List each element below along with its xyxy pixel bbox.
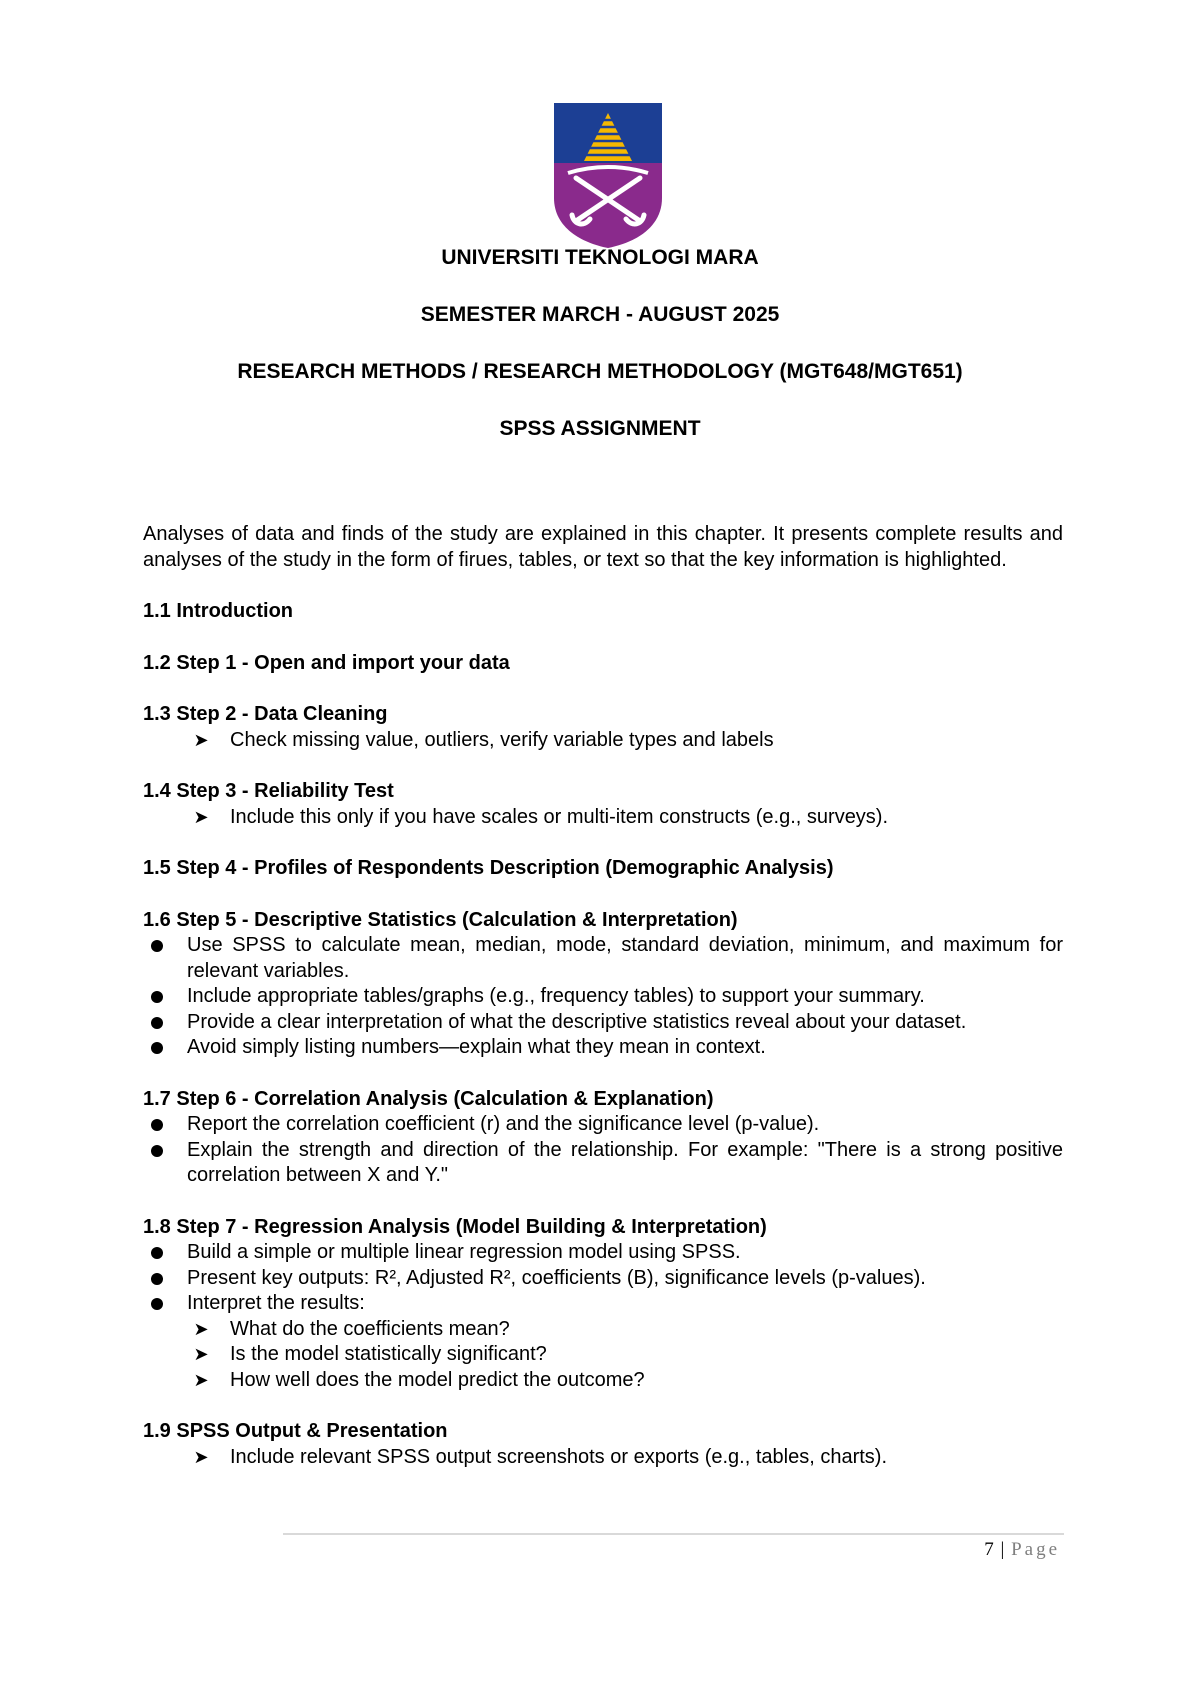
arrow-bullet-icon: ➤ (193, 1369, 209, 1390)
list-item: Report the correlation coefficient (r) and the significance level (p-value). (143, 1112, 1063, 1138)
arrow-bullet-icon: ➤ (193, 1344, 209, 1364)
section-heading: 1.5 Step 4 - Profiles of Respondents Description (Demographic Analysis) (143, 857, 834, 879)
footer-divider (283, 1533, 1064, 1535)
document-body (143, 522, 1063, 1496)
bullet-dot-icon (151, 1273, 163, 1285)
bullet-dot-icon (151, 991, 163, 1003)
semester-title: SEMESTER MARCH - AUGUST 2025 (420, 303, 780, 326)
page-footer (984, 1539, 1060, 1561)
section-heading: 1.7 Step 6 - Correlation Analysis (Calculation & Explanation) (143, 1087, 714, 1110)
section-introduction (143, 599, 1063, 625)
page-separator: | (1000, 1539, 1006, 1560)
section-heading: 1.6 Step 5 - Descriptive Statistics (Calculation & Interpretation) (143, 908, 738, 931)
list-item: Explain the strength and direction of the relationship. For example: "There is a strong positive correlation between X and Y." (143, 1138, 1063, 1189)
section-heading: 1.2 Step 1 - Open and import your data (143, 651, 510, 674)
list-item: Present key outputs: R², Adjusted R², coefficients (B), significance levels (p-values). (143, 1266, 1063, 1292)
list-item: ➤ Check missing value, outliers, verify variable types and labels (143, 728, 1063, 754)
list-item: ➤ Include this only if you have scales or multi-item constructs (e.g., surveys). (143, 805, 1063, 831)
section-heading: 1.4 Step 3 - Reliability Test (143, 780, 394, 802)
list-item: Build a simple or multiple linear regression model using SPSS. (143, 1240, 1063, 1266)
arrow-bullet-icon: ➤ (193, 1318, 209, 1339)
bullet-dot-icon (151, 1298, 163, 1310)
arrow-bullet-icon: ➤ (193, 1446, 209, 1467)
list-item: Use SPSS to calculate mean, median, mode, standard deviation, minimum, and maximum for relevant variables. (143, 933, 1063, 984)
intro-paragraph: Analyses of data and finds of the study are explained in this chapter. It presents complete results and analyses of the study in the form of firues, tables, or text so that the key information is highlighted. (143, 523, 1063, 571)
section-step7 (143, 1215, 1063, 1394)
section-output (143, 1419, 1063, 1470)
bullet-dot-icon (151, 1119, 163, 1131)
list-item: ➤ Include relevant SPSS output screenshots or exports (e.g., tables, charts). (143, 1445, 1063, 1471)
sub-list-item: ➤ What do the coefficients mean? (143, 1317, 1063, 1343)
bullet-dot-icon (151, 1247, 163, 1259)
list-item: Include appropriate tables/graphs (e.g., frequency tables) to support your summary. (143, 984, 1063, 1010)
bullet-dot-icon (151, 1017, 163, 1029)
page-label: Page (1011, 1539, 1060, 1560)
list-item: Avoid simply listing numbers—explain what they mean in context. (143, 1035, 1063, 1061)
section-step2 (143, 702, 1063, 753)
section-heading: 1.3 Step 2 - Data Cleaning (143, 703, 388, 725)
sub-list-item: ➤ Is the model statistically significant? (143, 1342, 1063, 1368)
section-step6 (143, 1087, 1063, 1189)
section-heading: 1.9 SPSS Output & Presentation (143, 1420, 448, 1442)
course-title: RESEARCH METHODS / RESEARCH METHODOLOGY (MGT648/MGT651) (237, 360, 963, 383)
section-heading: 1.1 Introduction (143, 600, 293, 622)
section-step4 (143, 856, 1063, 882)
section-step3 (143, 779, 1063, 830)
bullet-dot-icon (151, 1145, 163, 1157)
list-item: Provide a clear interpretation of what the descriptive statistics reveal about your dataset. (143, 1010, 1063, 1036)
arrow-bullet-icon: ➤ (193, 806, 209, 827)
bullet-dot-icon (151, 940, 163, 952)
assignment-title: SPSS ASSIGNMENT (499, 417, 701, 440)
bullet-dot-icon (151, 1042, 163, 1054)
arrow-bullet-icon: ➤ (193, 729, 209, 750)
list-item: Interpret the results: (143, 1291, 1063, 1317)
uitm-logo (554, 103, 662, 248)
section-step1 (143, 651, 1063, 677)
page-number: 7 (984, 1539, 995, 1560)
sub-list-item: ➤ How well does the model predict the outcome? (143, 1368, 1063, 1394)
section-heading: 1.8 Step 7 - Regression Analysis (Model Building & Interpretation) (143, 1215, 767, 1238)
university-name: UNIVERSITI TEKNOLOGI MARA (441, 246, 759, 269)
section-step5 (143, 908, 1063, 1061)
